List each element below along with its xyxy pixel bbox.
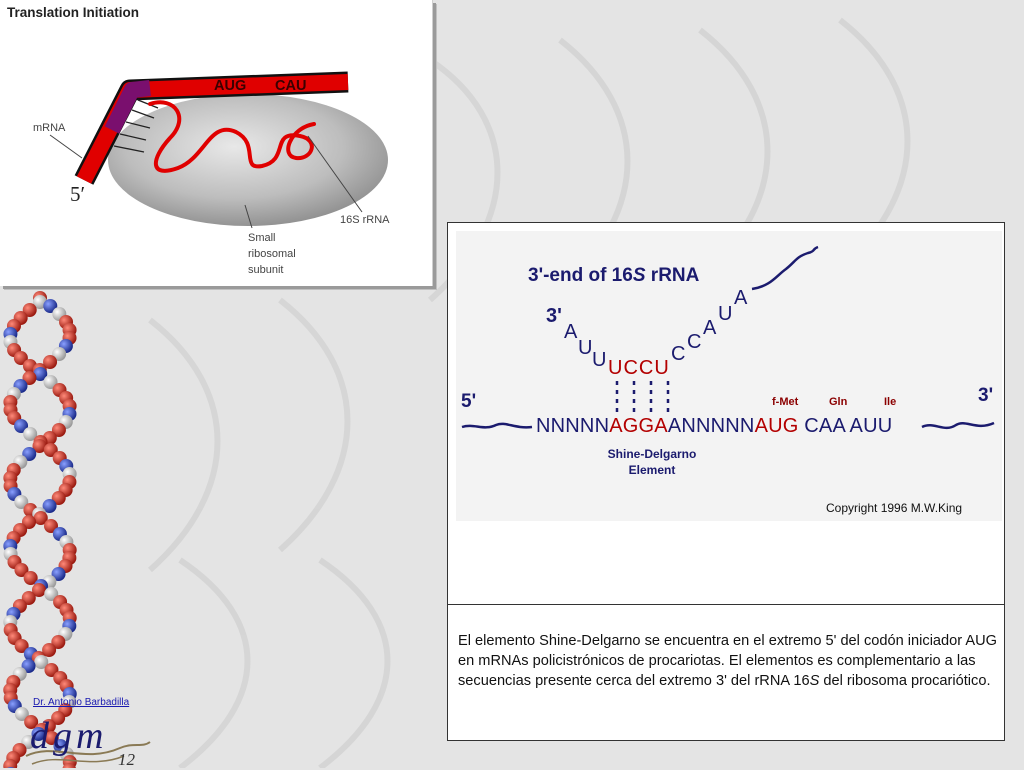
panel-divider xyxy=(448,604,1004,605)
shine-delgarno-label: Shine-Delgarno Element xyxy=(607,447,697,477)
codon-aug: AUG xyxy=(214,78,247,94)
five-prime-label: 5′ xyxy=(70,182,86,206)
mrna-label: mRNA xyxy=(33,122,66,134)
mrna-three-prime-label: 3' xyxy=(978,385,994,406)
mrna-sequence: NNNNNAGGAANNNNNAUG CAA AUU xyxy=(536,415,893,437)
rrna-nucleotide: A xyxy=(734,287,748,309)
amino-acid-gln: Gln xyxy=(829,396,848,408)
rrna-nucleotide: U xyxy=(718,303,733,325)
copyright-text: Copyright 1996 M.W.King xyxy=(826,501,963,515)
rrna-nucleotide: U xyxy=(578,337,593,359)
rrna-label: 16S rRNA xyxy=(340,214,390,226)
shine-dalgarno-panel xyxy=(447,222,1005,741)
small-subunit-label: Small ribosomal subunit xyxy=(248,232,296,276)
rrna-nucleotide: A xyxy=(703,317,717,339)
rrna-heading: 3'-end of 16S rRNA xyxy=(528,265,700,286)
rrna-nucleotide: A xyxy=(564,321,578,343)
shine-dalgarno-diagram xyxy=(456,231,1002,521)
author-link[interactable]: Dr. Antonio Barbadilla xyxy=(33,697,130,708)
amino-acid-ile: Ile xyxy=(884,396,897,408)
rrna-nucleotide: U xyxy=(592,349,607,371)
codon-cau: CAU xyxy=(275,78,307,94)
svg-text:dgm: dgm xyxy=(30,715,108,757)
rrna-three-prime-label: 3' xyxy=(546,305,562,327)
translation-initiation-figure xyxy=(0,0,433,286)
rrna-nucleotide: C xyxy=(671,343,686,365)
shine-delgarno-sequence: AGGA xyxy=(609,415,668,437)
ribosome-diagram xyxy=(0,0,432,286)
start-codon: AUG xyxy=(754,415,799,437)
figure-title: Translation Initiation xyxy=(7,5,140,20)
dna-molecule-image xyxy=(0,288,92,768)
rrna-nucleotide: C xyxy=(687,331,702,353)
page-number: 12 xyxy=(118,750,135,769)
mrna-five-prime-label: 5' xyxy=(461,391,477,412)
amino-acid-fmet: f-Met xyxy=(772,396,799,408)
caption-text: El elemento Shine-Delgarno se encuentra en el extremo 5' del codón iniciador AUG en mRNAs policistrónicos de procariotas. El elementos es complementario a las secuencias presente cerca del extremo 3' del rRNA 16S del ribosoma procariótico. xyxy=(458,633,998,689)
rrna-core-ucc: UCCU xyxy=(608,357,670,379)
